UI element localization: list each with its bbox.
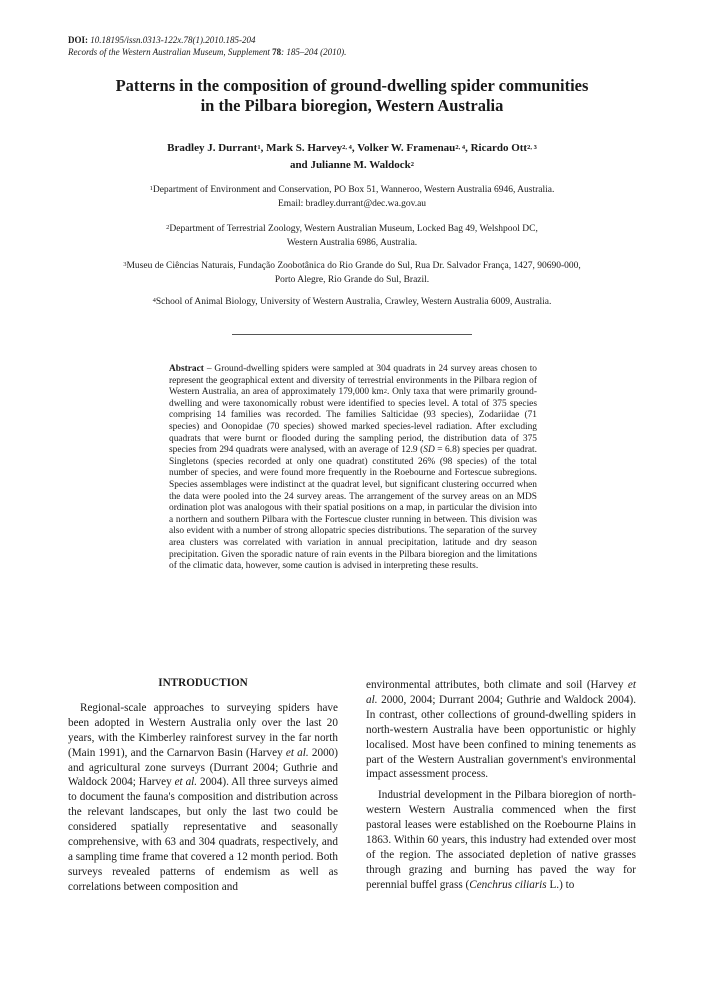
body-text: Regional-scale approaches to surveying spiders have been adopted in Western Australia only over the last 20 years, with the Kimberley rainforest survey in the far north (Main 1991), and the Carnarvon Basin (Harvey: [68, 701, 338, 759]
species-name: Cenchrus ciliaris: [469, 878, 547, 891]
author-conjunction: and: [289, 159, 308, 171]
author-affil-marker: 2, 3: [527, 144, 537, 151]
body-column-left: [68, 676, 338, 895]
body-text: 2004). All three surveys aimed to document the fauna's composition and distribution across the relevant landscapes, but only the last two could be considered spatially representative and seasonally comprehensive, with 63 and 304 quadrats, respectively, and a sampling time frame that covered a 12 month period. Both surveys revealed patterns of endemism as well as correlations between composition and: [68, 776, 339, 893]
affiliation-4: [60, 295, 644, 309]
section-heading-introduction: INTRODUCTION: [158, 677, 248, 689]
affiliation-line: [40, 259, 664, 273]
affiliation-number: 2: [166, 224, 170, 231]
paper-title: [40, 76, 664, 116]
affiliation-text: Western Australia 6986, Australia.: [286, 238, 418, 248]
abstract-label: Abstract: [169, 364, 204, 374]
affiliation-text: Department of Environment and Conservation, PO Box 51, Wanneroo, Western Australia 6946, Australia.: [152, 185, 555, 195]
body-paragraph: [68, 701, 338, 895]
body-text: Industrial development in the Pilbara bioregion of north-western Western Australia commenced when the first pastoral leases were established on the Roebourne Plains in 1863. Within 60 years, this industry had extended over most of the region. The associated depletion of native grasses through grazing and burning has paved the way for perennial buffel grass (: [366, 789, 636, 891]
title-line-2: in the Pilbara bioregion, Western Australia: [200, 96, 504, 115]
author-affil-marker: 2, 4: [342, 144, 352, 151]
affiliation-number: 4: [152, 297, 156, 304]
affiliation-3: [40, 259, 664, 287]
journal-pages: : 185–204 (2010).: [281, 47, 347, 57]
journal-citation: [68, 46, 346, 58]
body-text-italic: et al.: [174, 776, 198, 789]
section-divider: [232, 334, 472, 335]
affiliation-line: [60, 183, 644, 197]
affiliation-number: 3: [123, 261, 127, 268]
author-name: Julianne M. Waldock: [310, 159, 411, 171]
abstract-sd-label: SD: [423, 445, 435, 456]
body-paragraph: [366, 788, 636, 892]
abstract-superscript: 2: [383, 388, 387, 396]
author-name: Bradley J. Durrant: [167, 142, 258, 154]
affiliation-text: Department of Terrestrial Zoology, Western Australian Museum, Locked Bag 49, Welshpool DC,: [169, 224, 538, 234]
abstract-text: . Only taxa that were primarily ground-dwelling and were taxonomically robust were identified to species level. A total of 375 species comprising 14 families was recorded. The families Salticidae (93 species), Zodariidae (71 species) and Oonopidae (70 species) showed marked species-level radiation. After excluding quadrats that were burnt or flooded during the sampling period, the distribution data of 375 species from 294 quadrats were analysed, with an average of 12.9 (: [169, 387, 537, 456]
body-text: 2000, 2004; Durrant 2004; Guthrie and Waldock 2004). In contrast, other collections of ground-dwelling spiders in north-western Australia have been opportunistic or highly localised. Most have been confined to mining tenements as part of the Western Australian government's environmental impact assessment process.: [366, 693, 636, 781]
body-paragraph: [366, 678, 636, 782]
affiliation-line: [60, 295, 644, 309]
author-name: Mark S. Harvey: [266, 142, 343, 154]
body-text-italic: et al.: [285, 746, 309, 759]
body-text: L.) to: [546, 878, 575, 891]
journal-volume: 78: [272, 47, 282, 57]
author-line-2: [60, 157, 644, 174]
affiliation-text: School of Animal Biology, University of Western Australia, Crawley, Western Australia 6009, Australia.: [155, 297, 552, 307]
author-list: [60, 140, 644, 174]
title-line-1: Patterns in the composition of ground-dwelling spider communities: [115, 76, 589, 95]
affiliation-1: [60, 183, 644, 211]
body-text: environmental attributes, both climate and soil (Harvey: [366, 679, 628, 691]
affiliation-text: Museu de Ciências Naturais, Fundação Zoobotânica do Rio Grande do Sul, Rua Dr. Salvador França, 1427, 90690-000,: [126, 261, 581, 271]
affiliation-number: 1: [149, 185, 153, 192]
doi-value[interactable]: 10.18195/issn.0313-122x.78(1).2010.185-204: [90, 35, 256, 45]
author-affil-marker: 2, 4: [455, 144, 466, 151]
abstract-text: – Ground-dwelling spiders were sampled at 304 quadrats in 24 survey areas chosen to represent the geographical extent and diversity of terrestrial environments in the Pilbara region of Western Australia, an area of approximately 179,000 km: [169, 364, 537, 398]
author-affil-marker: 1: [257, 144, 261, 151]
author-name: Ricardo Ott: [470, 142, 528, 154]
body-text-italic: et al.: [366, 679, 636, 706]
abstract-text: = 6.8) species per quadrat. Singletons (species recorded at only one quadrat) constituted 26% (98 species) of the total number of species, and were found more frequently in the Roebourne and Fortescue subregions. Species assemblages were indistinct at the quadrat level, but significant clustering occurred when the data were pooled into the 24 survey areas. The arrangement of the survey areas on an MDS ordination plot was analogous with their spatial positions on a map, in particular the division into a northern and southern Pilbara with the Fortescue cluster running in between. This division was also evident with a number of strong allopatric species distributions. The separation of the survey area clusters was correlated with variation in annual precipitation, latitude and dry season precipitation. Given the sporadic nature of rain events in the Pilbara bioregion and the limitations of the climatic data, however, some caution is advised in interpreting these results.: [169, 445, 537, 572]
author-line-1: Bradley J. Durrant$^1$, Mark S. Harvey$^{2, 4}$, Volker W. Framenau$^{2, 4}$, Ricardo Ott$^{2, 3}$: [167, 142, 537, 154]
affiliation-email[interactable]: Email: bradley.durrant@dec.wa.gov.au: [277, 199, 427, 209]
journal-name: Records of the Western Australian Museum, Supplement: [68, 47, 270, 57]
affiliation-2: [60, 222, 644, 250]
body-text: 2000) and agricultural zone surveys (Durrant 2004; Guthrie and Waldock 2004; Harvey: [68, 746, 338, 789]
doi-label: DOI:: [68, 35, 88, 45]
author-name: Volker W. Framenau: [357, 142, 456, 154]
body-column-right: [366, 678, 636, 893]
author-affil-marker: 2: [410, 161, 415, 168]
affiliation-line: [60, 222, 644, 236]
doi-line: [68, 34, 256, 46]
abstract: [169, 364, 537, 573]
affiliation-text: Porto Alegre, Rio Grande do Sul, Brazil.: [274, 275, 430, 285]
